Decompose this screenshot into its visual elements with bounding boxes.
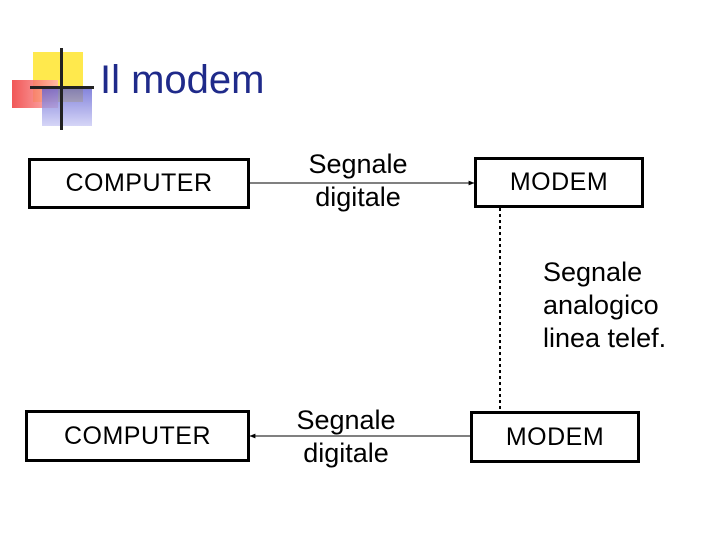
computer-box-top <box>28 158 250 209</box>
computer-label-top: COMPUTER <box>65 169 213 197</box>
modem-box-top <box>474 157 644 208</box>
digital-signal-label-top: Segnale digitale <box>308 149 408 212</box>
analog-signal-label: Segnale analogico linea telef. <box>543 257 667 353</box>
computer-box-bottom <box>25 410 250 462</box>
modem-label-top: MODEM <box>509 168 609 196</box>
modem-box-bottom <box>470 411 640 463</box>
modem-label-bottom: MODEM <box>505 422 605 451</box>
digital-signal-label-bottom: Segnale digitale <box>296 405 396 468</box>
page-title: Il modem <box>100 58 265 102</box>
computer-label-bottom: COMPUTER <box>63 421 212 450</box>
